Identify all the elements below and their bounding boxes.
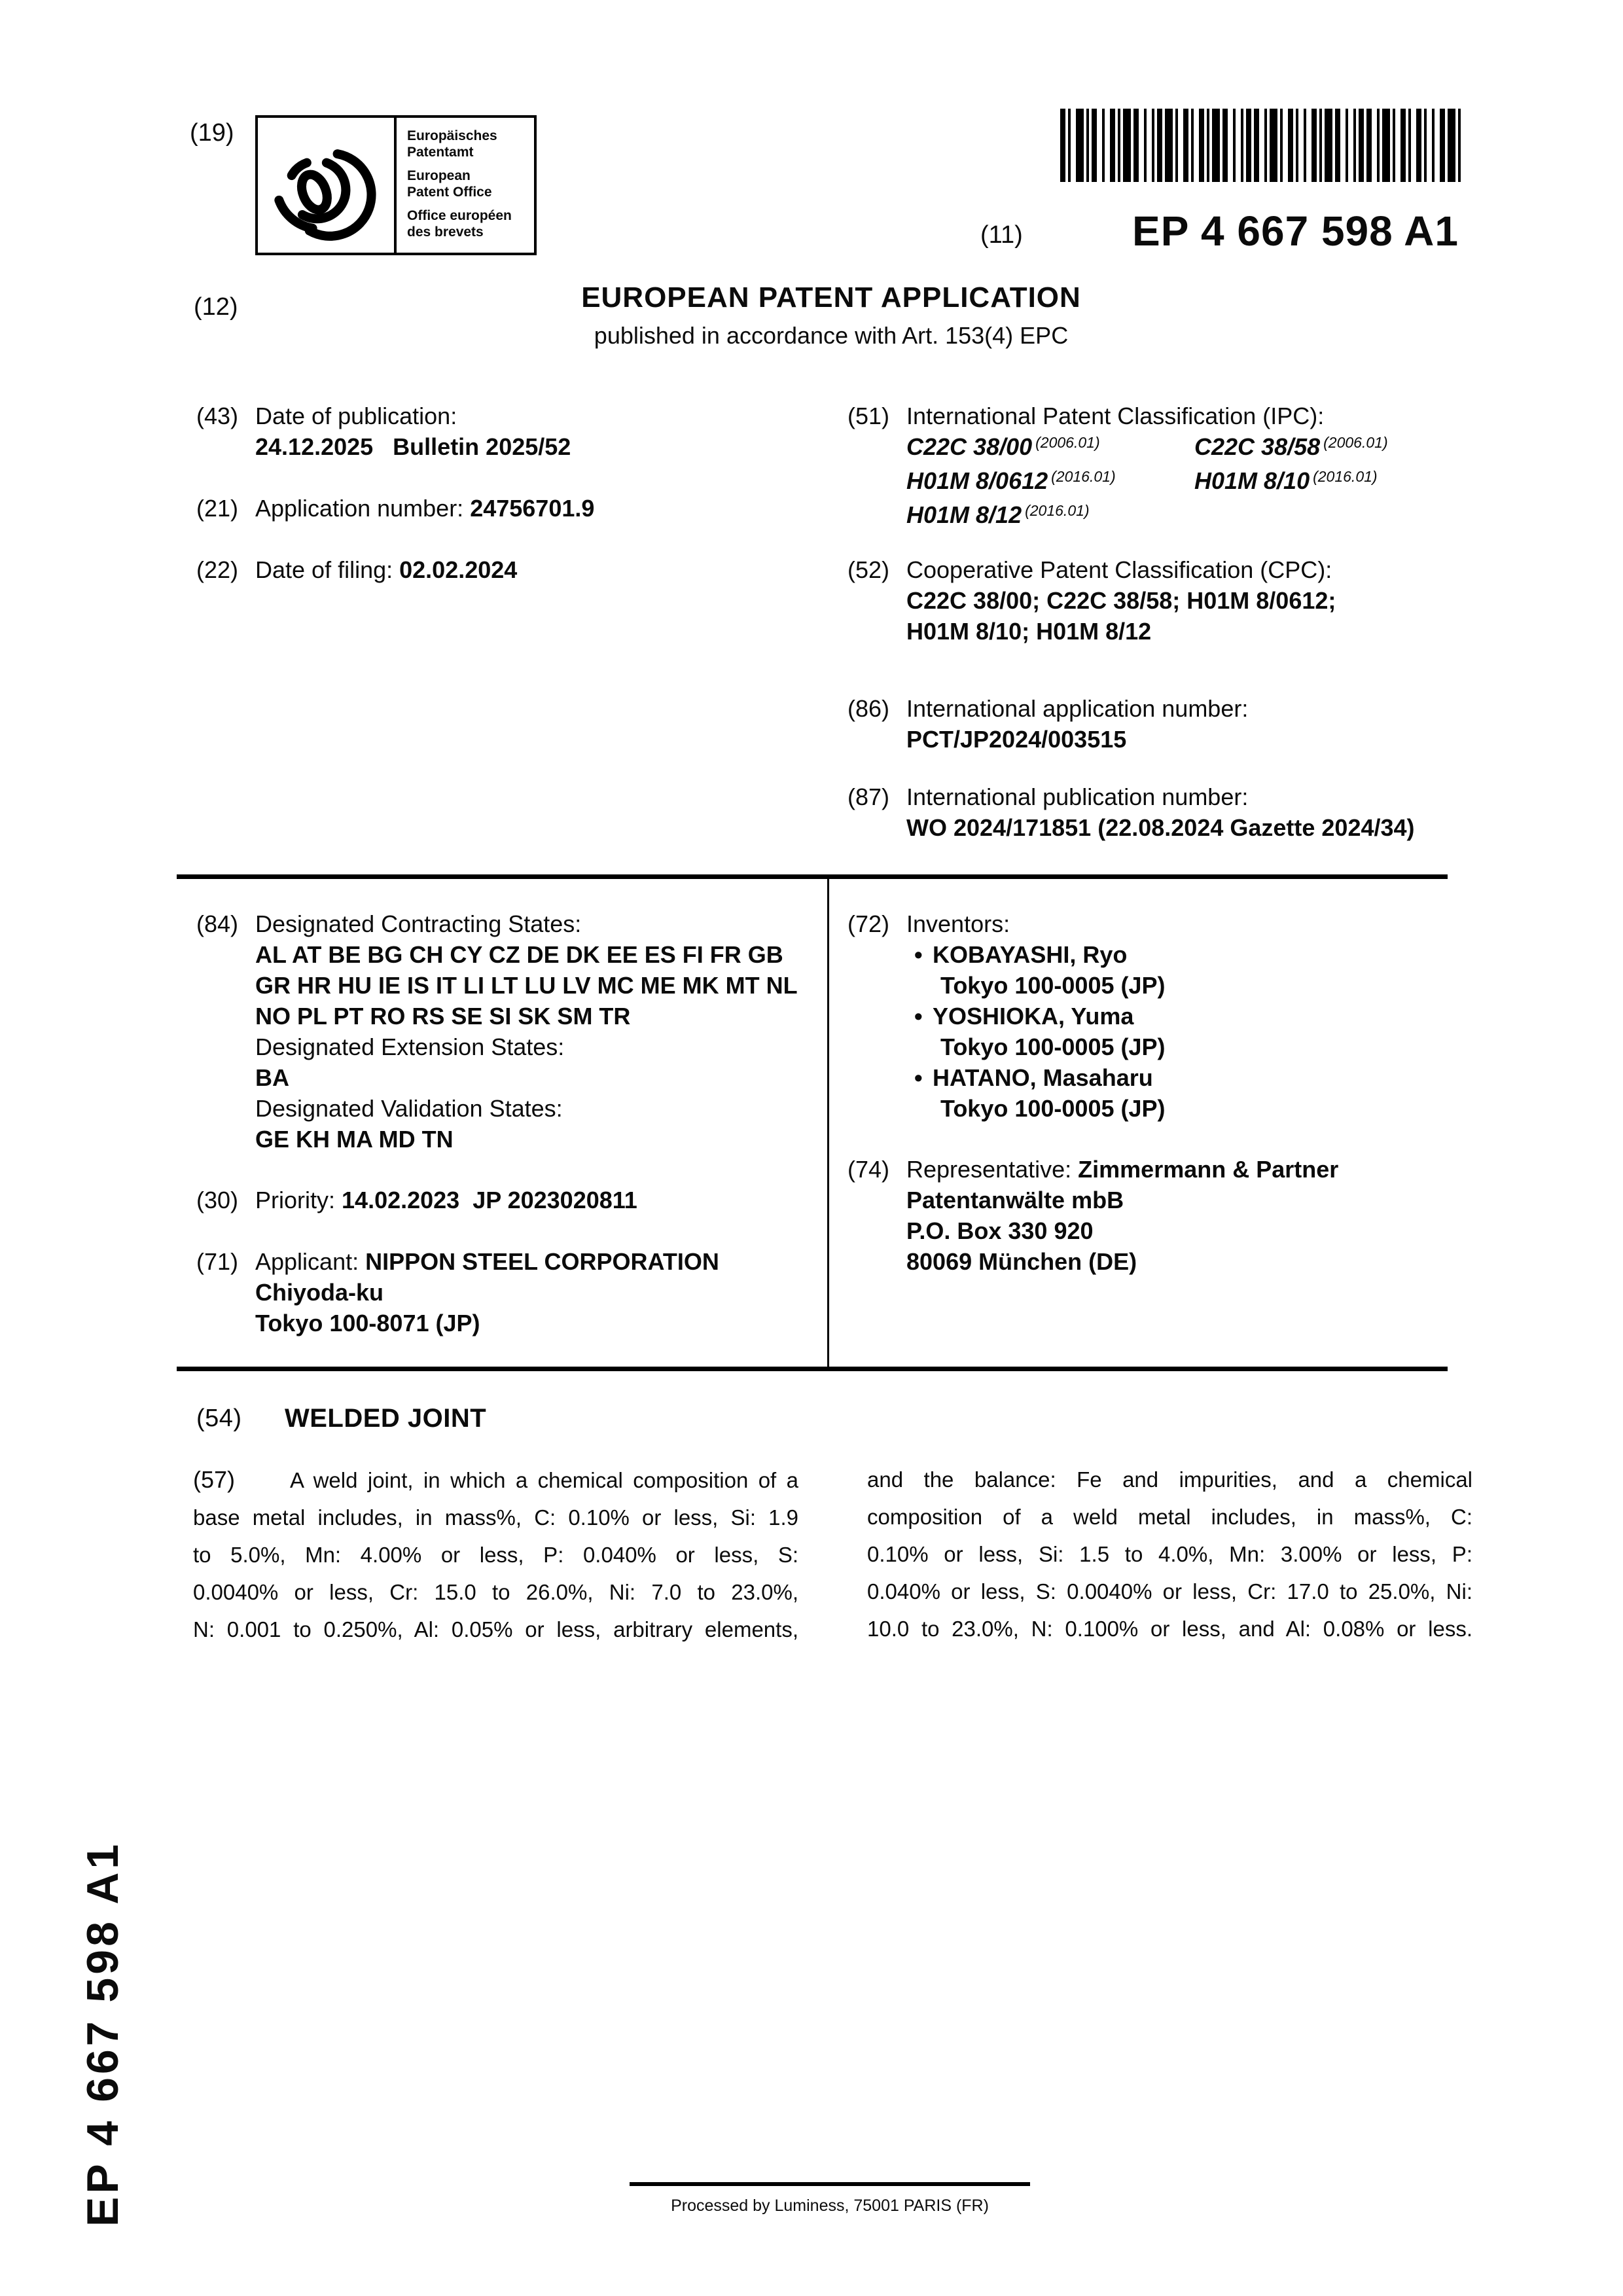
field-43-publication-date — [196, 401, 831, 462]
abstract-line: (57) A weld joint, in which a chemical composition of a — [193, 1461, 798, 1499]
field-52-cpc — [847, 554, 1548, 647]
epo-logo — [255, 115, 537, 255]
abstract-line: 0.0040% or less, Cr: 15.0 to 26.0%, Ni: 7.0 to 23.0%, — [193, 1580, 798, 1604]
sidebar-publication-number: EP 4 667 598 A1 — [78, 1840, 128, 2227]
ipc-code: C22C 38/00 — [906, 433, 1033, 460]
field-71-applicant — [196, 1246, 870, 1338]
ipc-version: (2006.01) — [1323, 434, 1388, 451]
inventor-name: YOSHIOKA, Yuma — [933, 1003, 1134, 1030]
logo-text-de-2: Patentamt — [407, 145, 474, 160]
field-51-label: International Patent Classification (IPC): — [906, 403, 1325, 429]
field-43-label: Date of publication: — [255, 403, 457, 429]
contracting-states-line: AL AT BE BG CH CY CZ DE DK EE ES FI FR GB — [255, 941, 783, 968]
ipc-version: (2016.01) — [1313, 468, 1378, 485]
ipc-version: (2016.01) — [1025, 502, 1090, 519]
abstract-line: composition of a weld metal includes, in mass%, C: — [867, 1505, 1472, 1529]
ipc-version: (2006.01) — [1035, 434, 1100, 451]
field-30-value: 14.02.2023 JP 2023020811 — [342, 1187, 637, 1213]
field-21-application-number — [196, 493, 831, 524]
field-87-number: (87) — [847, 783, 890, 810]
ipc-code: H01M 8/0612 — [906, 467, 1048, 494]
field-84-designated-states — [196, 908, 870, 1155]
representative-address-line: P.O. Box 330 920 — [906, 1217, 1094, 1244]
footer-rule — [630, 2182, 1030, 2186]
field-72-number: (72) — [847, 910, 890, 937]
field-86-label: International application number: — [906, 695, 1249, 722]
logo-text-de-1: Europäisches — [407, 128, 497, 143]
field-21-value: 24756701.9 — [470, 495, 595, 522]
barcode-icon — [1060, 109, 1475, 182]
representative-name: Zimmermann & Partner — [1078, 1156, 1339, 1183]
field-86-value: PCT/JP2024/003515 — [906, 726, 1127, 753]
field-74-number: (74) — [847, 1156, 890, 1183]
bullet-icon: • — [914, 941, 923, 968]
representative-address-line: Patentanwälte mbB — [906, 1187, 1124, 1213]
field-30-priority — [196, 1185, 870, 1215]
logo-text-en-2: Patent Office — [407, 185, 492, 200]
field-22-label: Date of filing: — [255, 556, 393, 583]
applicant-name: NIPPON STEEL CORPORATION — [365, 1248, 719, 1275]
abstract-line: 0.10% or less, Si: 1.5 to 4.0%, Mn: 3.00% or less, P: — [867, 1542, 1472, 1566]
field-86-number: (86) — [847, 695, 890, 722]
abstract-left-column — [193, 1461, 798, 1648]
validation-states-value: GE KH MA MD TN — [255, 1126, 454, 1153]
epo-logo-text — [397, 118, 534, 253]
invention-title: WELDED JOINT — [285, 1404, 487, 1433]
field-71-number: (71) — [196, 1248, 239, 1275]
inventor-name: HATANO, Masaharu — [933, 1064, 1153, 1091]
field-84-number: (84) — [196, 910, 239, 937]
field-84-label: Designated Contracting States: — [255, 910, 582, 937]
applicant-address-line: Tokyo 100-8071 (JP) — [255, 1310, 480, 1336]
cpc-line: H01M 8/10; H01M 8/12 — [906, 618, 1152, 645]
ipc-code: C22C 38/58 — [1194, 433, 1321, 460]
logo-text-fr-1: Office européen — [407, 208, 512, 223]
abstract-line: base metal includes, in mass%, C: 0.10% or less, Si: 1.9 — [193, 1505, 798, 1530]
abstract-line: to 5.0%, Mn: 4.00% or less, P: 0.040% or less, S: — [193, 1543, 798, 1567]
inventor-item — [906, 1062, 1548, 1093]
field-22-number: (22) — [196, 556, 239, 583]
publication-number: EP 4 667 598 A1 — [1132, 207, 1459, 255]
ipc-code: H01M 8/10 — [1194, 467, 1310, 494]
field-30-label: Priority: — [255, 1187, 336, 1213]
inventor-address: Tokyo 100-0005 (JP) — [940, 1033, 1166, 1060]
ipc-row — [906, 431, 1548, 465]
cpc-line: C22C 38/00; C22C 38/58; H01M 8/0612; — [906, 587, 1336, 614]
section-divider-bottom — [177, 1367, 1448, 1371]
field-51-ipc — [847, 401, 1548, 533]
ipc-row — [906, 465, 1548, 499]
contracting-states-line: NO PL PT RO RS SE SI SK SM TR — [255, 1003, 631, 1030]
applicant-address-line: Chiyoda-ku — [255, 1279, 384, 1306]
field-52-number: (52) — [847, 556, 890, 583]
field-87-value: WO 2024/171851 (22.08.2024 Gazette 2024/34) — [906, 814, 1415, 841]
ipc-code: H01M 8/12 — [906, 501, 1022, 528]
document-subtitle: published in accordance with Art. 153(4) EPC — [594, 322, 1069, 349]
validation-states-label: Designated Validation States: — [255, 1095, 563, 1122]
field-72-inventors — [847, 908, 1548, 1124]
extension-states-label: Designated Extension States: — [255, 1033, 565, 1060]
inventor-item — [906, 939, 1548, 970]
logo-text-en-1: European — [407, 168, 471, 183]
field-22-filing-date — [196, 554, 831, 585]
field-72-label: Inventors: — [906, 910, 1010, 937]
abstract-line: N: 0.001 to 0.250%, Al: 0.05% or less, arbitrary elements, — [193, 1617, 798, 1641]
field-54-number: (54) — [196, 1405, 242, 1432]
extension-states-value: BA — [255, 1064, 289, 1091]
logo-text-fr-2: des brevets — [407, 224, 484, 240]
field-71-label: Applicant: — [255, 1248, 359, 1275]
field-43-value: 24.12.2025 Bulletin 2025/52 — [255, 433, 571, 460]
field-30-number: (30) — [196, 1187, 239, 1213]
field-87-intl-publication — [847, 781, 1548, 843]
inventor-item — [906, 1001, 1548, 1031]
ipc-version: (2016.01) — [1051, 468, 1116, 485]
field-12-number: (12) — [194, 293, 238, 321]
abstract-line: 10.0 to 23.0%, N: 0.100% or less, and Al: 0.08% or less. — [867, 1617, 1472, 1641]
epo-logo-icon — [258, 118, 397, 253]
field-74-label: Representative: — [906, 1156, 1072, 1183]
document-title: EUROPEAN PATENT APPLICATION — [581, 281, 1081, 314]
field-86-intl-application — [847, 693, 1548, 755]
field-43-number: (43) — [196, 403, 239, 429]
footer-text: Processed by Luminess, 75001 PARIS (FR) — [671, 2197, 989, 2215]
bullet-icon: • — [914, 1003, 923, 1030]
ipc-row — [906, 499, 1548, 533]
bullet-icon: • — [914, 1064, 923, 1091]
section-divider-top — [177, 874, 1448, 879]
inventor-address: Tokyo 100-0005 (JP) — [940, 1095, 1166, 1122]
field-22-value: 02.02.2024 — [399, 556, 518, 583]
field-54-invention-title — [196, 1404, 487, 1433]
abstract-line: and the balance: Fe and impurities, and a chemical — [867, 1467, 1472, 1492]
abstract-line: 0.040% or less, S: 0.0040% or less, Cr: 17.0 to 25.0%, Ni: — [867, 1579, 1472, 1604]
inventor-name: KOBAYASHI, Ryo — [933, 941, 1128, 968]
abstract-right-column — [867, 1461, 1472, 1647]
field-19-number: (19) — [190, 119, 234, 147]
field-21-label: Application number: — [255, 495, 464, 522]
contracting-states-line: GR HR HU IE IS IT LI LT LU LV MC ME MK MT NL — [255, 972, 798, 999]
field-52-label: Cooperative Patent Classification (CPC): — [906, 556, 1332, 583]
inventor-address: Tokyo 100-0005 (JP) — [940, 972, 1166, 999]
field-87-label: International publication number: — [906, 783, 1249, 810]
field-11-number: (11) — [980, 221, 1023, 249]
field-57-number: (57) — [193, 1466, 236, 1493]
field-51-number: (51) — [847, 403, 890, 429]
field-74-representative — [847, 1154, 1548, 1277]
field-21-number: (21) — [196, 495, 239, 522]
representative-address-line: 80069 München (DE) — [906, 1248, 1137, 1275]
